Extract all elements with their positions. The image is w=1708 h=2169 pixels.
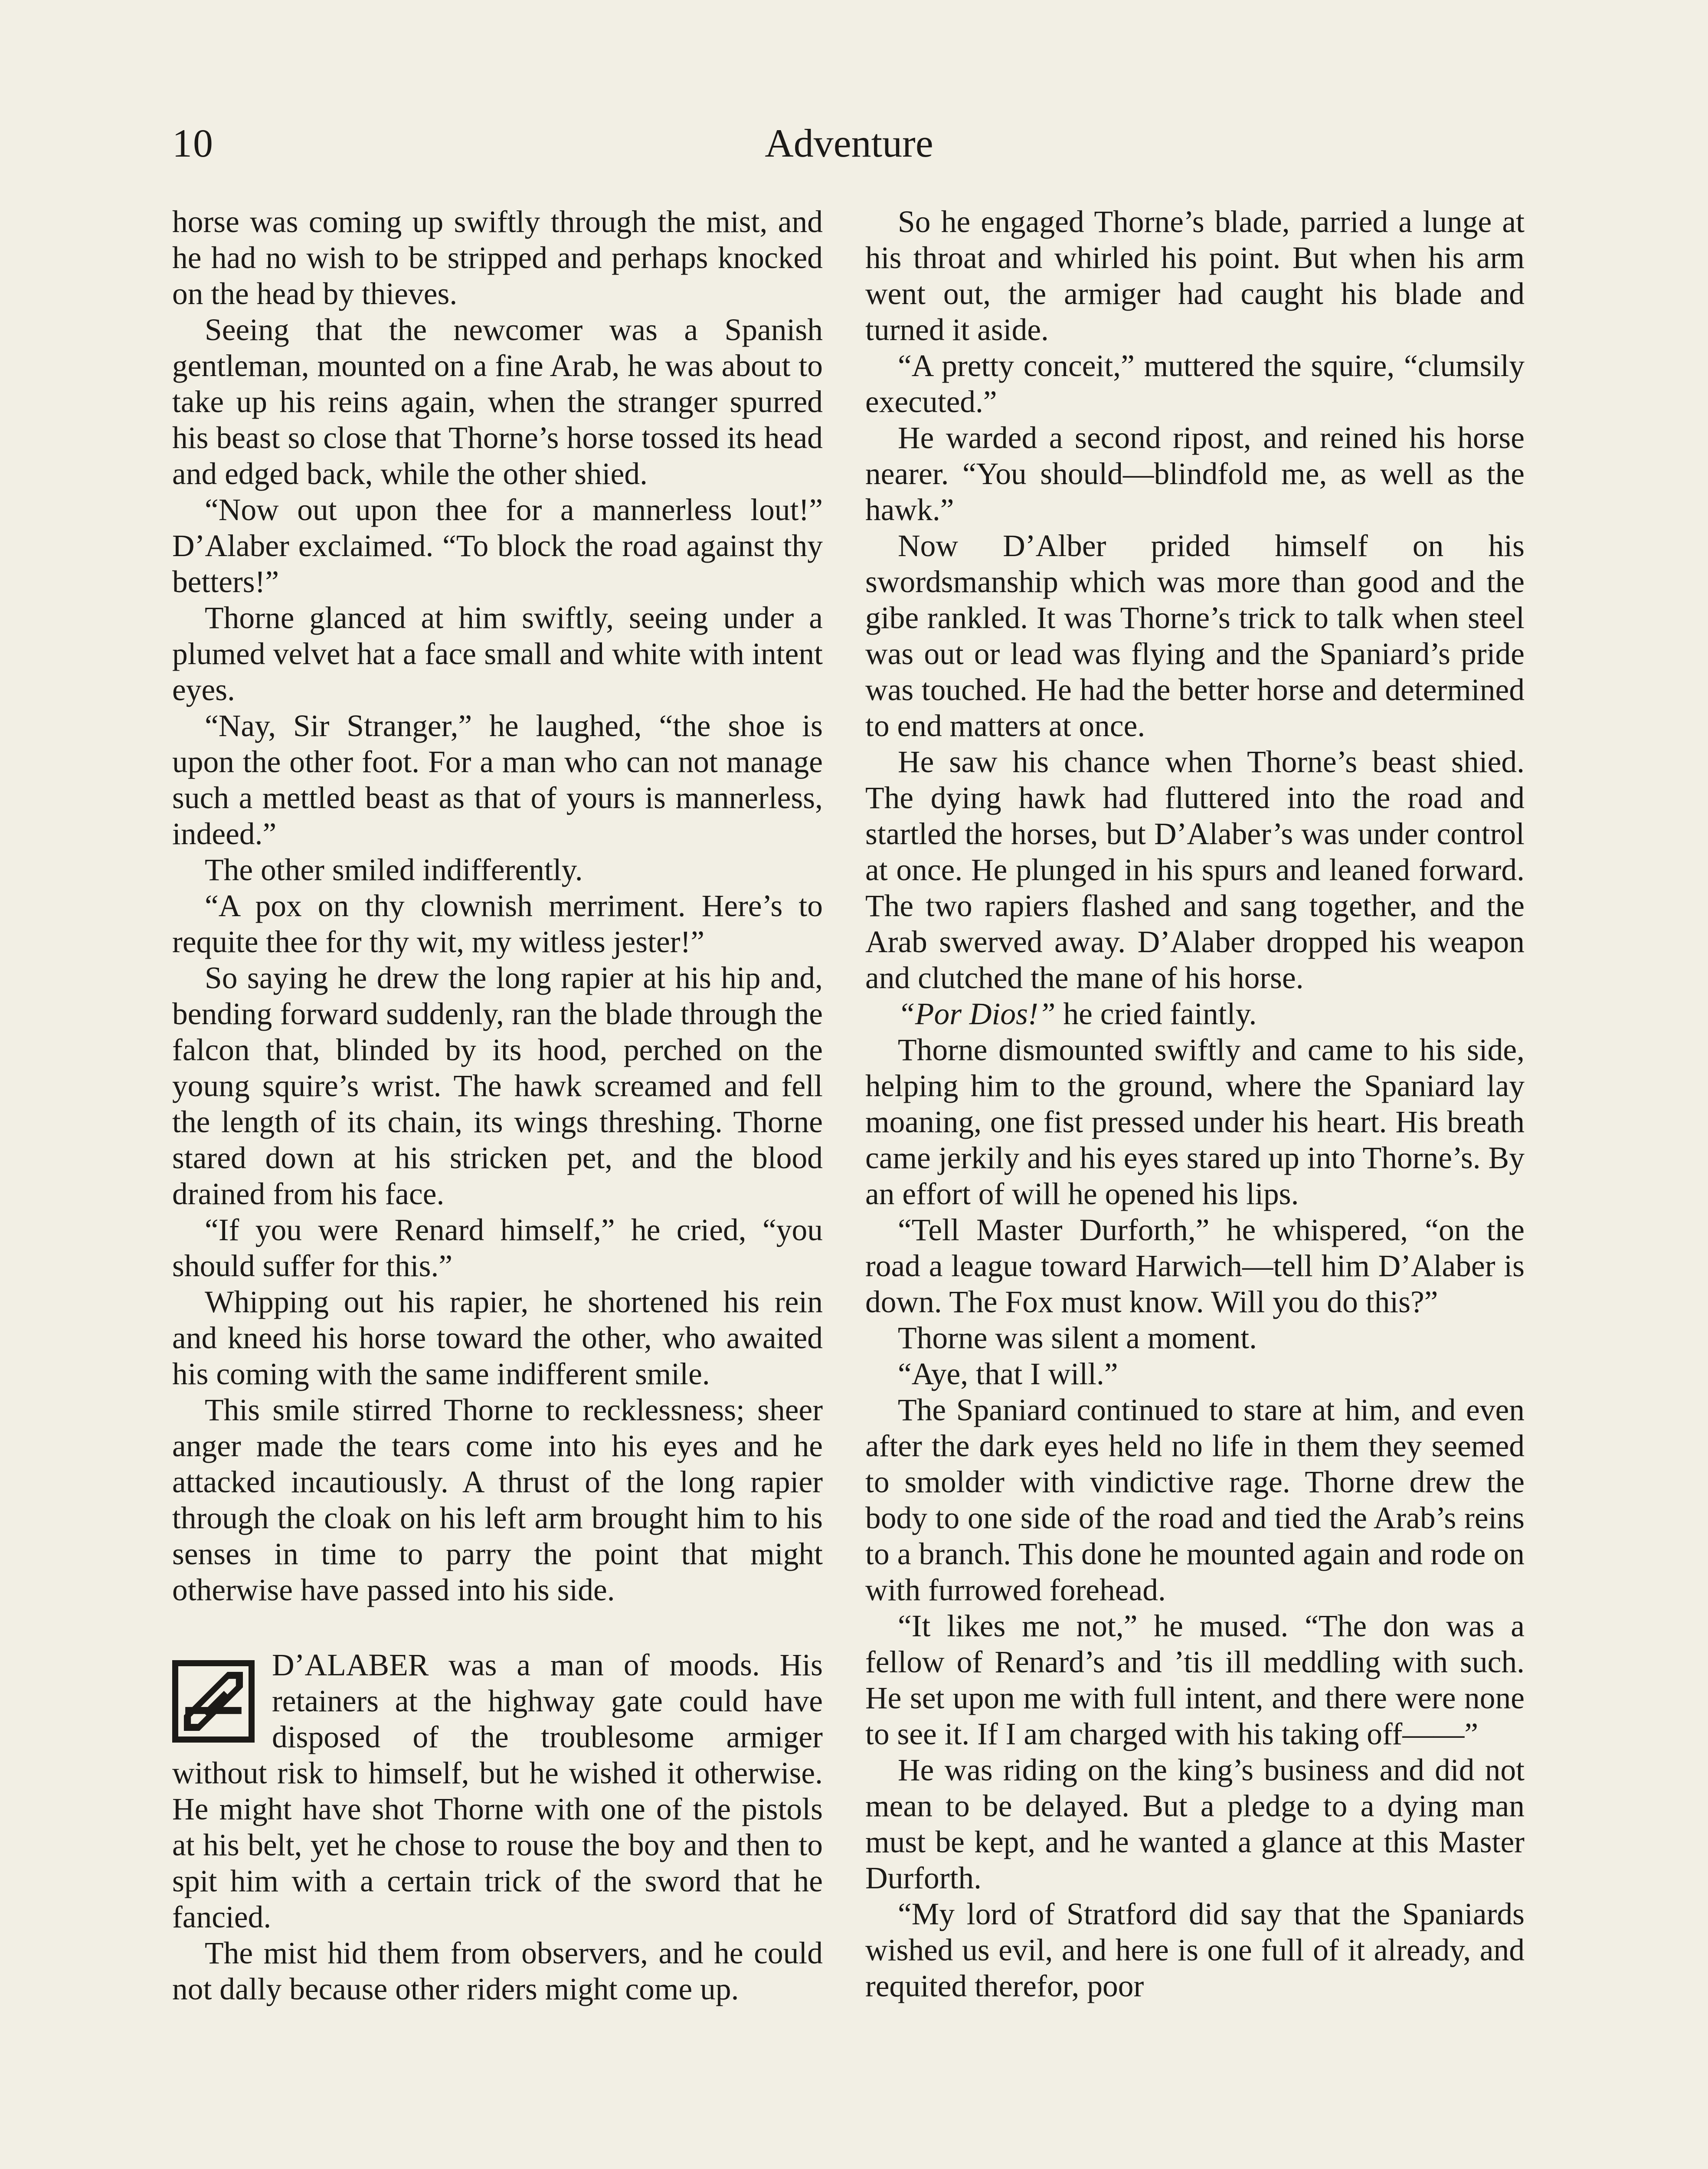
paragraph: Now D’Alber prided himself on his swordsmanship which was more than good and the gibe rankled. It was Thorne’s trick to talk when steel was out or lead was flying and the Spaniard’s pride was touched. He had the better horse and determined to end matters at once.	[865, 529, 1525, 743]
paragraph: So he engaged Thorne’s blade, parried a lunge at his throat and whirled his point. But when his arm went out, the armiger had caught his blade and turned it aside.	[865, 205, 1525, 347]
italic-exclamation: “Por Dios!”	[898, 997, 1056, 1031]
paragraph: The Spaniard continued to stare at him, and even after the dark eyes held no life in them they seemed to smolder with vindictive rage. Thorne drew the body to one side of the road and tied the Arab’s reins to a branch. This done he mounted again and rode on with furrowed forehead.	[865, 1393, 1525, 1607]
paragraph: Seeing that the newcomer was a Spanish gentleman, mounted on a fine Arab, he was about to take up his reins again, when the stranger spurred his beast so close that Thorne’s horse tossed its head and edged back, while the other shied.	[172, 313, 823, 491]
paragraph: horse was coming up swiftly through the mist, and he had no wish to be stripped and perhaps knocked on the head by thieves.	[172, 205, 823, 311]
paragraph: The other smiled indifferently.	[205, 853, 583, 887]
paragraph: Thorne was silent a moment.	[898, 1321, 1257, 1355]
dropcap-section	[172, 1647, 823, 1935]
section-break	[172, 1608, 823, 1647]
right-column	[865, 204, 1525, 2004]
paragraph: The mist hid them from observers, and he could not dally because other riders might come up.	[172, 1936, 823, 2006]
paragraph: Thorne glanced at him swiftly, seeing under a plumed velvet hat a face small and white with intent eyes.	[172, 601, 823, 707]
paragraph: This smile stirred Thorne to recklessness; sheer anger made the tears come into his eyes and he attacked incautiously. A thrust of the long rapier through the cloak on his left arm brought him to his senses in time to parry the point that might otherwise have passed into his side.	[172, 1393, 823, 1607]
paragraph: “Tell Master Durforth,” he whispered, “on the road a league toward Harwich—tell him D’Alaber is down. The Fox must know. Will you do this?”	[865, 1213, 1525, 1319]
dropcap-ornament-icon	[172, 1660, 255, 1743]
paragraph: “Now out upon thee for a mannerless lout!” D’Alaber exclaimed. “To block the road against thy betters!”	[172, 493, 823, 599]
paragraph: “A pretty conceit,” muttered the squire, “clumsily executed.”	[865, 349, 1525, 419]
paragraph: So saying he drew the long rapier at his hip and, bending forward suddenly, ran the blade through the falcon that, blinded by its hood, perched on the young squire’s wrist. The hawk screamed and fell the length of its chain, its wings threshing. Thorne stared down at his stricken pet, and the blood drained from his face.	[172, 961, 823, 1211]
paragraph: Thorne dismounted swiftly and came to his side, helping him to the ground, where the Spaniard lay moaning, one fist pressed under his heart. His breath came jerkily and his eyes stared up into Thorne’s. By an effort of will he opened his lips.	[865, 1033, 1525, 1211]
paragraph: He saw his chance when Thorne’s beast shied. The dying hawk had fluttered into the road and startled the horses, but D’Alaber’s was under control at once. He plunged in his spurs and leaned forward. The two rapiers flashed and sang together, and the Arab swerved away. D’Alaber dropped his weapon and clutched the mane of his horse.	[865, 745, 1525, 995]
paragraph: “Nay, Sir Stranger,” he laughed, “the shoe is upon the other foot. For a man who can not manage such a mettled beast as that of yours is mannerless, indeed.”	[172, 709, 823, 851]
paragraph: He was riding on the king’s business and did not mean to be delayed. But a pledge to a dying man must be kept, and he wanted a glance at this Master Durforth.	[865, 1753, 1525, 1895]
page-header	[172, 117, 1526, 178]
paragraph: “It likes me not,” he mused. “The don was a fellow of Renard’s and ’tis ill meddling with such. He set upon me with full intent, and there were none to see it. If I am charged with his taking off——”	[865, 1609, 1525, 1751]
paragraph: Whipping out his rapier, he shortened his rein and kneed his horse toward the other, who awaited his coming with the same indifferent smile.	[172, 1285, 823, 1391]
paragraph: “Aye, that I will.”	[898, 1357, 1118, 1391]
paragraph: “My lord of Stratford did say that the Spaniards wished us evil, and here is one full of it already, and requited therefor, poor	[865, 1897, 1525, 2003]
paragraph: “If you were Renard himself,” he cried, “you should suffer for this.”	[172, 1213, 823, 1283]
paragraph: He warded a second ripost, and reined his horse nearer. “You should—blindfold me, as well as the hawk.”	[865, 421, 1525, 527]
left-column	[172, 204, 823, 2007]
paragraph: “A pox on thy clownish merriment. Here’s to requite thee for thy wit, my witless jester!”	[172, 889, 823, 959]
paragraph	[865, 996, 1525, 1032]
page-number: 10	[172, 121, 214, 165]
magazine-title: Adventure	[765, 121, 933, 165]
paragraph-text: he cried faintly.	[1055, 997, 1257, 1031]
paragraph: D’ALABER was a man of moods. His retainers at the highway gate could have disposed of the troublesome armiger without risk to himself, but he wished it otherwise. He might have shot Thorne with one of the pistols at his belt, yet he chose to rouse the boy and then to spit him with a certain trick of the sword that he fancied.	[172, 1648, 823, 1934]
